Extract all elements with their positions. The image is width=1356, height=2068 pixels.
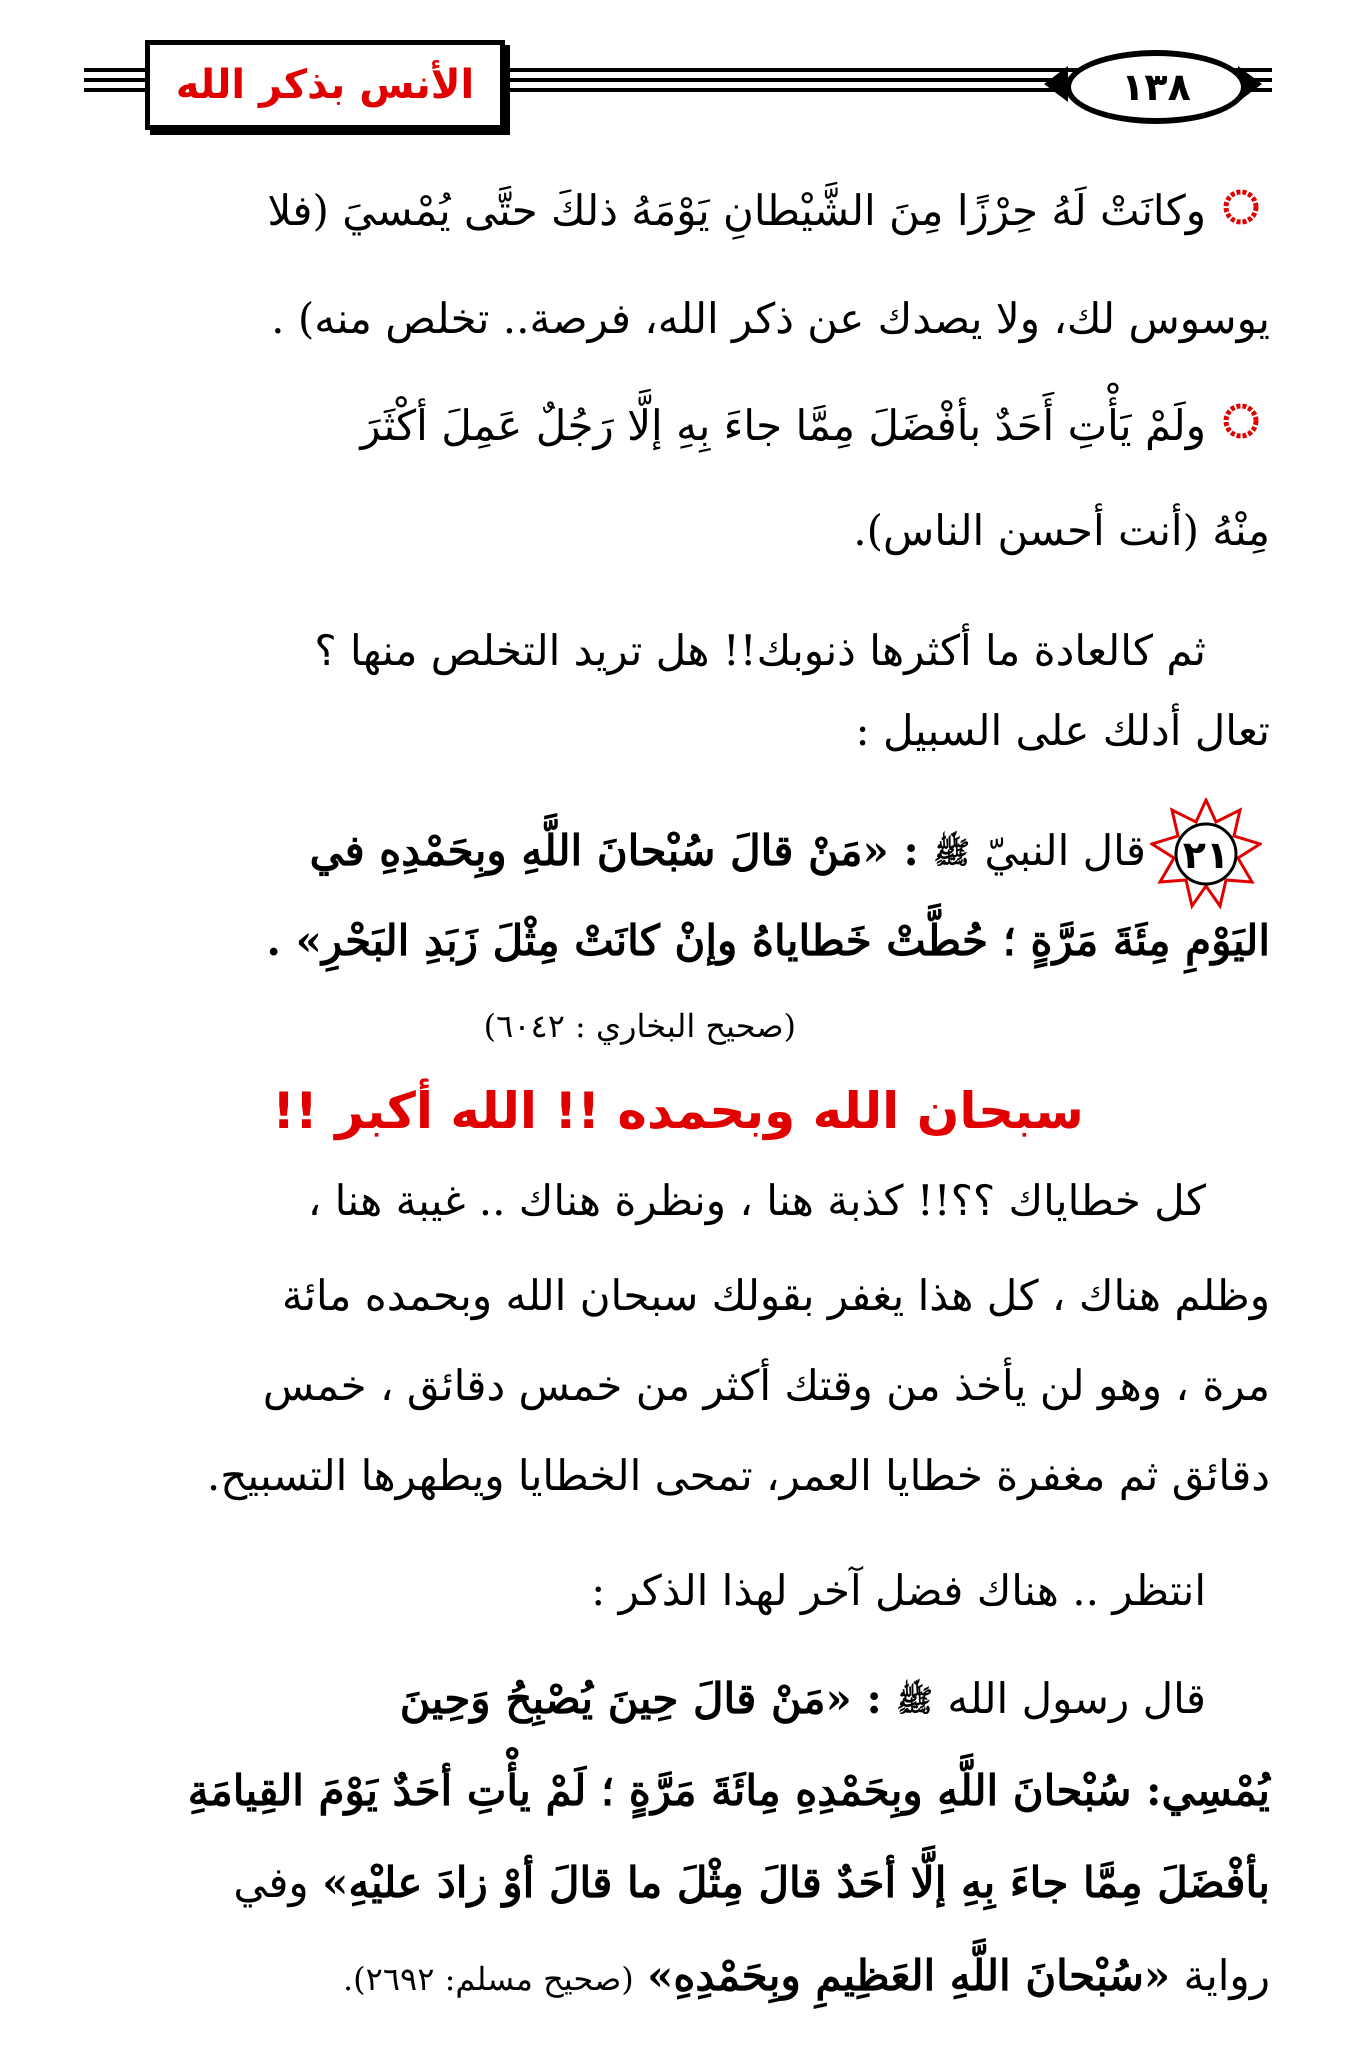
hadith2-riwaya: رواية xyxy=(1183,1951,1270,2000)
hadith2-text-3-tail: وفي xyxy=(233,1858,309,1907)
salutation-glyph: ﷺ xyxy=(933,836,970,871)
hadith2-text-4: «سُبْحانَ اللَّهِ العَظِيمِ وبِحَمْدِهِ» xyxy=(647,1951,1171,2000)
hadith21-line-2: اليَوْمِ مِئَةَ مَرَّةٍ ؛ حُطَّتْ خَطاياهُ وإنْ كانَتْ مِثْلَ زَبَدِ البَحْرِ» . xyxy=(266,916,1270,965)
p2-line-2: مِنْهُ (أنت أحسن الناس). xyxy=(853,506,1270,555)
page-number-oval xyxy=(1065,50,1247,124)
hadith21-reference: (صحيح البخاري : ٦٠٤٢) xyxy=(483,1007,796,1045)
hadith2-line-3 xyxy=(86,1858,1270,1907)
salutation-glyph: ﷺ xyxy=(896,1684,933,1719)
p3-line-2: تعال أدلك على السبيل : xyxy=(855,706,1270,755)
hadith21-intro: قال النبيّ xyxy=(984,826,1146,875)
header-title-box xyxy=(145,40,505,130)
wreath-icon xyxy=(1220,400,1262,442)
p1-line-1: وكانَتْ لَهُ حِرْزًا مِنَ الشَّيْطانِ يَوْمَهُ ذلكَ حتَّى يُمْسيَ (فلا xyxy=(267,186,1206,235)
hadith21-text-1: : «مَنْ قالَ سُبْحانَ اللَّهِ وبِحَمْدِهِ في xyxy=(309,826,919,875)
hadith2-reference: (صحيح مسلم: ٢٦٩٢). xyxy=(343,1960,634,1998)
hadith21-line-1 xyxy=(86,826,1146,875)
hadith2-intro: قال رسول الله xyxy=(947,1674,1206,1723)
hadith2-text-1: : «مَنْ قالَ حِينَ يُصْبِحُ وَحِينَ xyxy=(399,1674,882,1723)
p3-line-1: ثم كالعادة ما أكثرها ذنوبك!! هل تريد التخلص منها ؟ xyxy=(314,626,1206,675)
page-number: ١٣٨ xyxy=(1121,65,1191,109)
hadith-number-badge xyxy=(1150,798,1262,910)
wreath-icon xyxy=(1220,186,1262,228)
hadith2-line-1 xyxy=(86,1674,1206,1723)
p4-line-2: وظلم هناك ، كل هذا يغفر بقولك سبحان الله وبحمده مائة xyxy=(281,1271,1270,1320)
book-title: الأنس بذكر الله xyxy=(175,62,475,108)
p5-line-1: انتظر .. هناك فضل آخر لهذا الذكر : xyxy=(591,1566,1206,1615)
p1-line-2: يوسوس لك، ولا يصدك عن ذكر الله، فرصة.. تخلص منه) . xyxy=(271,294,1270,343)
hadith2-text-3: بأفْضَلَ مِمَّا جاءَ بِهِ إلَّا أحَدٌ قالَ مِثْلَ ما قالَ أوْ زادَ عليْهِ» xyxy=(322,1858,1270,1907)
p4-line-4: دقائق ثم مغفرة خطايا العمر، تمحى الخطايا ويطهرها التسبيح. xyxy=(206,1451,1270,1500)
p2-line-1: ولَمْ يَأْتِ أَحَدٌ بأفْضَلَ مِمَّا جاءَ بِهِ إلَّا رَجُلٌ عَمِلَ أكْثَرَ xyxy=(360,401,1206,450)
hadith2-line-2: يُمْسِي: سُبْحانَ اللَّهِ وبِحَمْدِهِ مِائَةَ مَرَّةٍ ؛ لَمْ يأْتِ أحَدٌ يَوْمَ القِيامَةِ xyxy=(187,1766,1270,1815)
p4-line-3: مرة ، وهو لن يأخذ من وقتك أكثر من خمس دقائق ، خمس xyxy=(262,1361,1270,1410)
hadith2-line-4 xyxy=(86,1951,1270,2000)
hadith-number: ٢١ xyxy=(1182,833,1230,877)
highlight-heading: سبحان الله وبحمده !! الله أكبر !! xyxy=(272,1082,1084,1140)
p4-line-1: كل خطاياك ؟؟!! كذبة هنا ، ونظرة هناك .. غيبة هنا ، xyxy=(307,1176,1206,1225)
